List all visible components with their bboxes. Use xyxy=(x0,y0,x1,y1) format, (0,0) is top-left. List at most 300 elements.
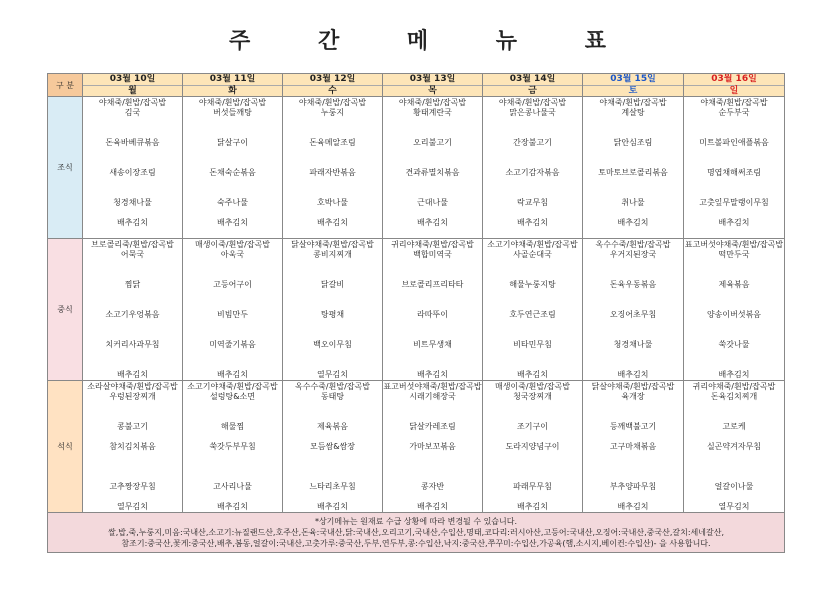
menu-item: 견과류멸치볶음 xyxy=(405,168,460,177)
menu-item xyxy=(83,290,182,300)
meal-row-1 xyxy=(48,239,785,381)
menu-item xyxy=(483,412,582,422)
menu-cell xyxy=(684,381,785,513)
menu-item: 제육볶음 xyxy=(317,422,348,431)
menu-item xyxy=(283,330,382,340)
menu-item xyxy=(583,472,683,482)
meal-row-2 xyxy=(48,381,785,513)
menu-item: 오징어초무침 xyxy=(609,310,657,319)
menu-item: 치커리사과무침 xyxy=(105,340,160,349)
menu-item: 라따뚜이 xyxy=(417,310,448,319)
menu-item: 옥수수죽/흰밥/잡곡밥 xyxy=(595,240,671,249)
menu-item xyxy=(383,360,482,370)
day-of-week: 수 xyxy=(328,86,337,96)
menu-item: 백오이무침 xyxy=(313,340,352,349)
menu-item xyxy=(583,208,683,218)
menu-item xyxy=(583,270,683,280)
menu-item: 돈육메알조림 xyxy=(309,138,356,147)
menu-item: 배추김치 xyxy=(617,370,649,379)
notice-line1: 쌀,밥,죽,누룽지,미음:국내산,소고기:뉴질랜드산,호주산,돈육:국내산,닭:국내산,오리고기,국내산,수입산,명태,코다리:러시아산,고등어:국내산,오징어:국내산,중국산,갈치:세네갈산, xyxy=(107,528,725,537)
menu-item: 고로케 xyxy=(722,422,746,431)
menu-cell xyxy=(483,97,583,239)
menu-item: 미트볼파인애플볶음 xyxy=(699,138,769,147)
menu-item xyxy=(383,350,482,360)
menu-item: 매생이죽/흰밥/잡곡밥 xyxy=(495,382,570,391)
menu-item: 배추김치 xyxy=(718,370,750,379)
menu-item: 취나물 xyxy=(621,198,645,207)
menu-item xyxy=(83,188,182,198)
menu-item xyxy=(183,290,282,300)
menu-item xyxy=(183,128,282,138)
menu-item xyxy=(383,158,482,168)
menu-item xyxy=(183,432,282,442)
menu-item xyxy=(583,412,683,422)
menu-cell xyxy=(383,239,483,381)
menu-item: 닭갈비 xyxy=(320,280,345,289)
menu-item xyxy=(83,432,182,442)
menu-item: 락교무침 xyxy=(517,198,548,207)
menu-item: 시래기해장국 xyxy=(409,392,456,401)
menu-item xyxy=(483,492,582,502)
menu-item: 배추김치 xyxy=(617,218,649,227)
menu-item: 떡만두국 xyxy=(718,250,750,259)
menu-item: 탕평채 xyxy=(320,310,345,319)
day-header xyxy=(583,74,684,97)
menu-item xyxy=(283,128,382,138)
menu-item: 돈육우동볶음 xyxy=(609,280,657,289)
menu-item xyxy=(83,320,182,330)
menu-item: 제육볶음 xyxy=(718,280,750,289)
menu-item xyxy=(583,260,683,270)
menu-item xyxy=(183,208,282,218)
day-of-week: 월 xyxy=(128,86,137,96)
menu-cell xyxy=(283,381,383,513)
menu-item xyxy=(684,462,784,472)
menu-item: 모듬쌈&쌈장 xyxy=(310,442,355,451)
menu-item: 호두연근조림 xyxy=(509,310,556,319)
menu-item: 순두부국 xyxy=(718,108,750,117)
menu-item: 누룽지 xyxy=(320,108,345,117)
menu-item: 청국장찌개 xyxy=(513,392,552,401)
day-of-week: 일 xyxy=(729,86,739,96)
menu-item xyxy=(83,472,182,482)
menu-item xyxy=(583,330,683,340)
menu-item xyxy=(83,462,182,472)
day-header xyxy=(383,74,483,97)
menu-item xyxy=(283,148,382,158)
menu-item: 열무김치 xyxy=(117,502,148,511)
menu-item: 숙주나물 xyxy=(217,198,248,207)
menu-item: 귀리야채죽/흰밥/잡곡밥 xyxy=(391,240,474,249)
menu-item xyxy=(83,158,182,168)
menu-item xyxy=(283,188,382,198)
menu-cell xyxy=(183,239,283,381)
menu-item: 열무김치 xyxy=(317,370,348,379)
menu-item xyxy=(483,118,582,128)
menu-item: 근대나물 xyxy=(417,198,448,207)
menu-item xyxy=(183,402,282,412)
menu-item: 청경채나물 xyxy=(613,340,653,349)
menu-item: 콩비지찌개 xyxy=(313,250,352,259)
menu-item xyxy=(583,462,683,472)
menu-item: 배추김치 xyxy=(417,502,448,511)
menu-item: 배추김치 xyxy=(517,502,548,511)
menu-item xyxy=(383,118,482,128)
menu-item xyxy=(383,432,482,442)
menu-item xyxy=(483,402,582,412)
menu-item: 비빔만두 xyxy=(217,310,248,319)
menu-cell xyxy=(684,239,785,381)
menu-item xyxy=(583,128,683,138)
menu-item: 소라살야채죽/흰밥/잡곡밥 xyxy=(87,382,178,391)
menu-item: 소고기감자볶음 xyxy=(505,168,560,177)
day-date: 03월 15일 xyxy=(583,74,683,86)
menu-item xyxy=(283,462,382,472)
menu-item: 배추김치 xyxy=(117,218,148,227)
menu-item: 배추김치 xyxy=(217,502,248,511)
menu-item: 우거지된장국 xyxy=(609,250,657,259)
menu-item xyxy=(483,300,582,310)
menu-item xyxy=(383,178,482,188)
menu-item xyxy=(383,402,482,412)
menu-item: 소고기우엉볶음 xyxy=(105,310,160,319)
menu-cell xyxy=(83,381,183,513)
menu-item xyxy=(583,300,683,310)
menu-item: 고사리나물 xyxy=(213,482,252,491)
menu-item: 소고기야채죽/흰밥/잡곡밥 xyxy=(187,382,278,391)
category-header: 구 분 xyxy=(48,74,83,97)
menu-item xyxy=(684,472,784,482)
menu-item: 파래자반볶음 xyxy=(309,168,356,177)
menu-item xyxy=(483,462,582,472)
menu-item xyxy=(383,472,482,482)
menu-item: 청경채나물 xyxy=(113,198,152,207)
menu-item: 가마보꼬볶음 xyxy=(409,442,456,451)
menu-item: 옥수수죽/흰밥/잡곡밥 xyxy=(295,382,370,391)
menu-item xyxy=(684,158,784,168)
menu-item: 얼갈이나물 xyxy=(714,482,754,491)
menu-item: 야채죽/흰밥/잡곡밥 xyxy=(498,98,567,107)
menu-item xyxy=(283,290,382,300)
menu-item xyxy=(684,320,784,330)
menu-item xyxy=(383,330,482,340)
menu-item xyxy=(483,330,582,340)
menu-item: 돈육바베큐볶음 xyxy=(105,138,160,147)
menu-item xyxy=(183,270,282,280)
menu-item xyxy=(383,188,482,198)
menu-item: 배추김치 xyxy=(217,218,248,227)
menu-item xyxy=(83,208,182,218)
menu-item xyxy=(383,320,482,330)
menu-item: 김국 xyxy=(124,108,141,117)
weekly-menu-table xyxy=(47,73,785,553)
menu-item xyxy=(583,188,683,198)
menu-item xyxy=(183,330,282,340)
menu-item xyxy=(283,360,382,370)
menu-item: 해물누룽지탕 xyxy=(509,280,556,289)
menu-item xyxy=(684,350,784,360)
meal-row-0 xyxy=(48,97,785,239)
menu-item: 닭살야채죽/흰밥/잡곡밥 xyxy=(591,382,675,391)
menu-item: 도라지양념구이 xyxy=(505,442,560,451)
menu-item xyxy=(83,300,182,310)
menu-item xyxy=(183,462,282,472)
day-of-week: 토 xyxy=(628,86,638,96)
menu-item: 야채죽/흰밥/잡곡밥 xyxy=(198,98,267,107)
menu-item: 고춧잎무말랭이무침 xyxy=(699,198,769,207)
menu-item xyxy=(483,128,582,138)
menu-item: 표고버섯야채죽/흰밥/잡곡밥 xyxy=(383,382,482,391)
menu-item: 버섯들깨탕 xyxy=(213,108,252,117)
menu-item: 닭살카레조림 xyxy=(409,422,456,431)
menu-item xyxy=(583,290,683,300)
header-row xyxy=(48,74,785,97)
menu-item: 명엽채해써조림 xyxy=(706,168,762,177)
menu-cell xyxy=(684,97,785,239)
menu-item xyxy=(383,208,482,218)
menu-item xyxy=(583,118,683,128)
menu-item xyxy=(483,270,582,280)
menu-item: 비트무생채 xyxy=(413,340,452,349)
menu-item: 백합미역국 xyxy=(413,250,452,259)
menu-item xyxy=(83,350,182,360)
menu-cell xyxy=(283,239,383,381)
menu-item xyxy=(183,118,282,128)
menu-item xyxy=(684,330,784,340)
menu-item xyxy=(183,360,282,370)
menu-item xyxy=(684,208,784,218)
menu-item xyxy=(583,492,683,502)
menu-item xyxy=(283,432,382,442)
menu-item: 설렁탕&소면 xyxy=(210,392,255,401)
menu-item: 배추김치 xyxy=(517,370,548,379)
day-date: 03월 11일 xyxy=(183,74,282,86)
menu-item: 해물찜 xyxy=(220,422,245,431)
day-date: 03월 14일 xyxy=(483,74,582,86)
meal-label: 조식 xyxy=(48,97,83,239)
menu-item xyxy=(183,300,282,310)
menu-item xyxy=(83,452,182,462)
menu-item xyxy=(483,432,582,442)
menu-item: 닭살야채죽/흰밥/잡곡밥 xyxy=(291,240,374,249)
menu-item xyxy=(583,402,683,412)
menu-item xyxy=(684,360,784,370)
menu-cell xyxy=(83,97,183,239)
menu-item xyxy=(383,412,482,422)
menu-item xyxy=(183,472,282,482)
menu-item: 콩자반 xyxy=(420,482,445,491)
menu-item xyxy=(684,402,784,412)
day-header xyxy=(83,74,183,97)
menu-cell xyxy=(383,97,483,239)
menu-cell xyxy=(583,97,684,239)
menu-item: 우렁된장찌개 xyxy=(109,392,156,401)
menu-item xyxy=(283,300,382,310)
menu-item: 미역줄기볶음 xyxy=(209,340,256,349)
menu-item: 새송이장조림 xyxy=(109,168,156,177)
menu-item: 어묵국 xyxy=(120,250,145,259)
menu-item xyxy=(684,452,784,462)
menu-item: 야채죽/흰밥/잡곡밥 xyxy=(398,98,467,107)
menu-item xyxy=(483,208,582,218)
menu-item: 배추김치 xyxy=(718,218,750,227)
menu-cell xyxy=(83,239,183,381)
menu-item xyxy=(684,118,784,128)
menu-item: 양송이버섯볶음 xyxy=(706,310,762,319)
menu-item xyxy=(283,208,382,218)
day-date: 03월 16일 xyxy=(684,74,784,86)
menu-item: 등깨백불고기 xyxy=(609,422,657,431)
menu-item xyxy=(483,290,582,300)
menu-item xyxy=(684,178,784,188)
notice-line2: 참조기:중국산,꽃게:중국산,배추,봄동,얼갈이:국내산,고춧가루:중국산,두부,연두부,콩:수입산,낙지:중국산,쭈꾸미:수입산,가공육(햄,소시지,베이컨:수입산)- 을 사용합니다. xyxy=(121,539,711,548)
menu-item: 아욱국 xyxy=(220,250,245,259)
menu-item xyxy=(483,350,582,360)
menu-item xyxy=(283,260,382,270)
menu-item xyxy=(183,178,282,188)
menu-item xyxy=(383,148,482,158)
menu-item xyxy=(383,270,482,280)
menu-item xyxy=(183,158,282,168)
menu-item xyxy=(283,402,382,412)
menu-item xyxy=(83,178,182,188)
menu-item xyxy=(483,320,582,330)
menu-item: 호박나물 xyxy=(317,198,348,207)
menu-item: 토마토브로콜리볶음 xyxy=(598,168,668,177)
menu-item xyxy=(684,128,784,138)
menu-item xyxy=(383,260,482,270)
menu-item: 야채죽/흰밥/잡곡밥 xyxy=(298,98,367,107)
menu-item xyxy=(283,472,382,482)
menu-item xyxy=(283,412,382,422)
menu-item xyxy=(283,178,382,188)
menu-item: 브로콜리프리타타 xyxy=(401,280,464,289)
day-of-week: 금 xyxy=(528,86,537,96)
menu-item xyxy=(83,118,182,128)
menu-item xyxy=(283,320,382,330)
menu-item: 배추김치 xyxy=(117,370,148,379)
menu-item xyxy=(183,320,282,330)
menu-item: 느타리초무침 xyxy=(309,482,356,491)
menu-item: 고등어구이 xyxy=(213,280,252,289)
day-header xyxy=(283,74,383,97)
menu-item xyxy=(183,350,282,360)
menu-cell xyxy=(583,381,684,513)
menu-item xyxy=(283,350,382,360)
menu-item xyxy=(583,350,683,360)
menu-item xyxy=(383,462,482,472)
menu-item xyxy=(483,452,582,462)
menu-item: 배추김치 xyxy=(217,370,248,379)
menu-item: 쑥갓두부무침 xyxy=(209,442,256,451)
menu-item xyxy=(183,188,282,198)
menu-cell xyxy=(483,239,583,381)
menu-item xyxy=(684,148,784,158)
menu-item: 황태계란국 xyxy=(413,108,452,117)
menu-item: 맑은콩나물국 xyxy=(509,108,556,117)
menu-item: 야채죽/흰밥/잡곡밥 xyxy=(98,98,167,107)
menu-item xyxy=(483,178,582,188)
menu-item xyxy=(483,360,582,370)
menu-item xyxy=(684,188,784,198)
menu-item: 배추김치 xyxy=(417,218,448,227)
menu-item: 브로콜리죽/흰밥/잡곡밥 xyxy=(91,240,174,249)
menu-item xyxy=(684,270,784,280)
menu-item xyxy=(283,158,382,168)
menu-item: 야채죽/흰밥/잡곡밥 xyxy=(700,98,768,107)
menu-item xyxy=(684,492,784,502)
menu-item: 동태탕 xyxy=(320,392,345,401)
menu-item: 배추김치 xyxy=(517,218,548,227)
menu-item xyxy=(83,360,182,370)
menu-item: 배추김치 xyxy=(617,502,649,511)
menu-item xyxy=(583,452,683,462)
menu-item xyxy=(383,300,482,310)
menu-item xyxy=(83,128,182,138)
menu-cell xyxy=(183,97,283,239)
menu-item: 닭안심조림 xyxy=(613,138,653,147)
menu-item: 계살탕 xyxy=(621,108,645,117)
day-header xyxy=(183,74,283,97)
menu-item xyxy=(583,178,683,188)
meal-label: 중식 xyxy=(48,239,83,381)
menu-item xyxy=(483,148,582,158)
menu-cell xyxy=(483,381,583,513)
menu-item: 참치김치볶음 xyxy=(109,442,156,451)
menu-item: 실곤약겨자무침 xyxy=(706,442,762,451)
menu-item xyxy=(583,158,683,168)
menu-item xyxy=(283,452,382,462)
menu-item xyxy=(583,148,683,158)
day-date: 03월 13일 xyxy=(383,74,482,86)
menu-item xyxy=(684,412,784,422)
day-date: 03월 12일 xyxy=(283,74,382,86)
menu-item: 배추김치 xyxy=(317,502,348,511)
menu-item: 소고기야채죽/흰밥/잡곡밥 xyxy=(487,240,578,249)
menu-item: 부추양파무침 xyxy=(609,482,657,491)
menu-item xyxy=(483,260,582,270)
menu-item xyxy=(583,360,683,370)
menu-item xyxy=(383,492,482,502)
menu-item xyxy=(83,330,182,340)
menu-item: 찜닭 xyxy=(124,280,141,289)
menu-item xyxy=(684,300,784,310)
menu-item: 간장불고기 xyxy=(513,138,552,147)
menu-item xyxy=(83,260,182,270)
menu-item: 돈채숙순볶음 xyxy=(209,168,256,177)
notice-note: *상기메뉴는 원재료 수급 상황에 따라 변경될 수 있습니다. xyxy=(314,517,518,526)
menu-cell xyxy=(183,381,283,513)
menu-item: 야채죽/흰밥/잡곡밥 xyxy=(599,98,667,107)
menu-item xyxy=(183,452,282,462)
menu-item xyxy=(583,432,683,442)
meal-label: 석식 xyxy=(48,381,83,513)
menu-item xyxy=(383,452,482,462)
menu-item: 육개장 xyxy=(621,392,645,401)
menu-item: 닭살구이 xyxy=(217,138,248,147)
menu-item: 콩불고기 xyxy=(117,422,148,431)
menu-item xyxy=(83,492,182,502)
menu-item xyxy=(83,412,182,422)
menu-item xyxy=(83,402,182,412)
menu-cell xyxy=(283,97,383,239)
menu-item xyxy=(383,128,482,138)
page-title: 주 간 메 뉴 표 xyxy=(229,29,636,54)
menu-item: 배추김치 xyxy=(317,218,348,227)
menu-item xyxy=(183,260,282,270)
menu-item xyxy=(183,492,282,502)
menu-item xyxy=(183,412,282,422)
